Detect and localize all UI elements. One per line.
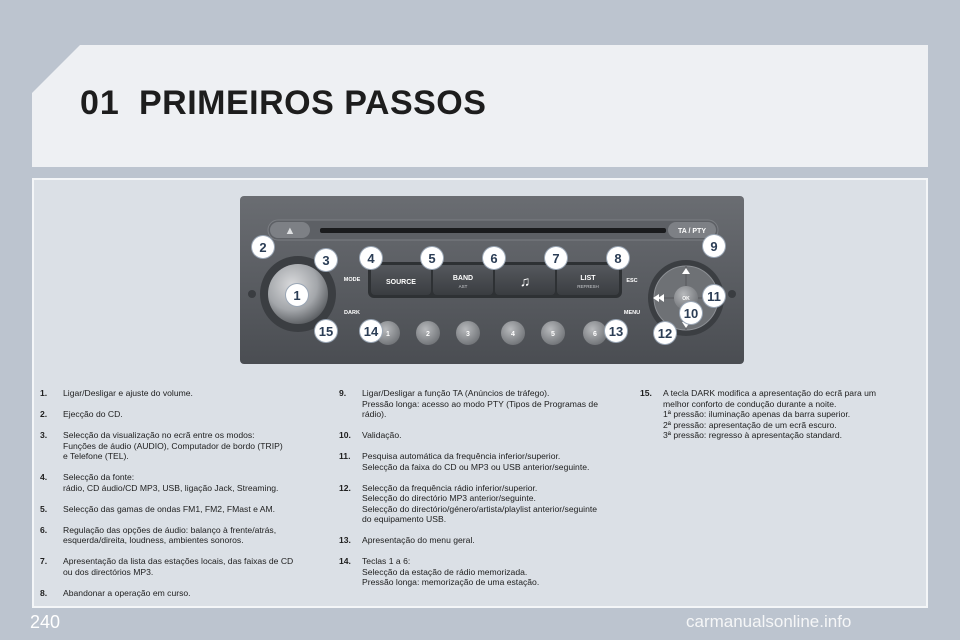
preset-button-4[interactable] [501, 321, 525, 345]
callout-13 [605, 320, 627, 342]
preset-button-5[interactable] [541, 321, 565, 345]
legend-text: Pesquisa automática da frequência inferior/superior. Selecção da faixa do CD ou MP3 ou USB anterior/seguinte. [362, 451, 590, 472]
cd-slot [320, 228, 666, 233]
ta-pty-label: TA / PTY [678, 228, 706, 235]
legend-item [339, 556, 634, 588]
eject-button[interactable] [270, 222, 310, 238]
legend-text: Selecção da visualização no ecrã entre os modos: Funções de áudio (AUDIO), Computador de bordo (TRIP) e Telefone (TEL). [63, 430, 283, 461]
legend-number: 6. [40, 524, 48, 535]
legend-number: 5. [40, 503, 48, 514]
callout-label: 6 [490, 250, 498, 266]
header-corner-cut [32, 45, 80, 93]
legend-number: 1. [40, 388, 48, 398]
preset-label: 4 [511, 331, 515, 338]
legend-text: Selecção da frequência rádio inferior/superior. Selecção do directório MP3 anterior/seguinte. Selecção do directório/género/artista/playlist anterior/seguinte do equipamento USB. [362, 482, 598, 524]
legend-item [640, 388, 920, 441]
legend-text: Apresentação da lista das estações locais, das faixas de CD ou dos directórios MP3. [63, 556, 294, 577]
legend-number: 7. [40, 556, 48, 566]
legend-text: Ligar/Desligar e ajuste do volume. [63, 388, 193, 398]
legend-text: Apresentação do menu geral. [362, 535, 475, 545]
callout-label: 5 [428, 250, 436, 266]
callout-11 [703, 285, 725, 307]
legend-number: 13. [339, 535, 351, 545]
callout-label: 3 [322, 252, 330, 268]
callout-3 [315, 249, 337, 271]
callout-label: 7 [552, 250, 560, 266]
legend-item [40, 388, 330, 399]
callout-label: 15 [318, 323, 334, 339]
legend-item [40, 525, 330, 546]
chapter-number: 01 [80, 84, 120, 122]
legend-number: 2. [40, 409, 48, 419]
screw-right [728, 290, 736, 298]
preset-button-2[interactable] [416, 321, 440, 345]
callout-14 [360, 320, 382, 342]
legend-number: 10. [339, 430, 351, 440]
mode-label: MODE [343, 277, 361, 283]
band-label: BAND [452, 275, 474, 282]
source-button[interactable] [371, 265, 431, 295]
list-label: LIST [580, 275, 596, 282]
eject-icon: ▲ [284, 225, 296, 237]
band-sub-label: AST [458, 284, 468, 289]
legend-item [40, 556, 330, 577]
callout-label: 12 [657, 325, 673, 341]
callout-5 [421, 247, 443, 269]
callout-15 [315, 320, 337, 342]
music-note-icon: ♫ [519, 273, 531, 289]
screw-left [248, 290, 256, 298]
legend-text: Teclas 1 a 6: Selecção da estação de rádio memorizada. Pressão longa: memorização de uma estação. [362, 556, 540, 587]
legend-item [40, 588, 330, 599]
legend-number: 12. [339, 482, 351, 493]
legend-text: A tecla DARK modifica a apresentação do ecrã para um melhor conforto de condução durante a noite. 1ª pressão: iluminação apenas da barra superior. 2ª pressão: apresentação de um ecrã escuro. 3ª pressão: regresso à apresentação standard. [663, 388, 877, 440]
dark-label: DARK [344, 310, 360, 316]
legend-item [339, 483, 634, 525]
list-button[interactable] [557, 265, 619, 295]
legend-column-2 [339, 388, 634, 598]
legend-item [40, 504, 330, 515]
chapter-title: PRIMEIROS PASSOS [139, 84, 487, 122]
legend-item [339, 430, 634, 441]
legend-text: Ligar/Desligar a função TA (Anúncios de tráfego). Pressão longa: acesso ao modo PTY (Tipos de Programas de rádio). [362, 388, 598, 419]
legend-text: Regulação das opções de áudio: balanço à frente/atrás, esquerda/direita, loudness, ambientes sonoros. [63, 524, 277, 545]
menu-label: MENU [623, 310, 641, 316]
legend-number: 15. [640, 388, 652, 398]
callout-9 [703, 235, 725, 257]
preset-label: 6 [593, 331, 597, 338]
callout-12 [654, 322, 676, 344]
callout-10 [680, 302, 702, 324]
legend-number: 9. [339, 388, 347, 398]
legend-item [40, 472, 330, 493]
preset-label: 1 [386, 331, 390, 338]
preset-button-6[interactable] [583, 321, 607, 345]
legend-text: Abandonar a operação em curso. [63, 587, 191, 598]
callout-label: 4 [367, 250, 375, 266]
preset-label: 5 [551, 331, 555, 338]
legend-item [339, 388, 634, 420]
callout-2 [252, 236, 274, 258]
callout-label: 1 [293, 287, 301, 303]
legend-text: Selecção da fonte: rádio, CD áudio/CD MP3, USB, ligação Jack, Streaming. [63, 472, 279, 493]
source-label: SOURCE [386, 279, 416, 286]
callout-7 [545, 247, 567, 269]
page-number: 240 [30, 612, 61, 632]
legend-column-3 [640, 388, 920, 451]
callout-label: 14 [363, 323, 379, 339]
callout-label: 11 [707, 288, 721, 304]
callout-label: 10 [683, 305, 699, 321]
legend-item [40, 430, 330, 462]
callout-label: 13 [608, 323, 624, 339]
callout-label: 9 [710, 238, 718, 254]
legend-number: 11. [339, 451, 351, 461]
legend-text: Ejecção do CD. [63, 409, 123, 419]
audio-button[interactable] [495, 265, 555, 295]
preset-label: 2 [426, 331, 430, 338]
ok-label: OK [682, 296, 690, 302]
legend-item [339, 451, 634, 472]
list-sub-label: REFRESH [577, 284, 599, 289]
legend-number: 14. [339, 556, 351, 566]
callout-6 [483, 247, 505, 269]
callout-4 [360, 247, 382, 269]
legend-column-1 [40, 388, 330, 609]
callout-label: 2 [259, 239, 267, 255]
legend-number: 4. [40, 472, 48, 482]
band-button[interactable] [433, 265, 493, 295]
esc-label: ESC [626, 278, 638, 284]
callout-8 [607, 247, 629, 269]
callout-label: 8 [614, 250, 622, 266]
watermark: carmanualsonline.info [686, 612, 852, 631]
legend-item [339, 535, 634, 546]
legend-text: Selecção das gamas de ondas FM1, FM2, FMast e AM. [63, 503, 276, 514]
legend-number: 3. [40, 430, 48, 440]
callout-1 [286, 284, 308, 306]
legend-number: 8. [40, 587, 48, 598]
legend-text: Validação. [362, 430, 402, 440]
legend-item [40, 409, 330, 420]
preset-label: 3 [466, 331, 470, 338]
preset-button-3[interactable] [456, 321, 480, 345]
